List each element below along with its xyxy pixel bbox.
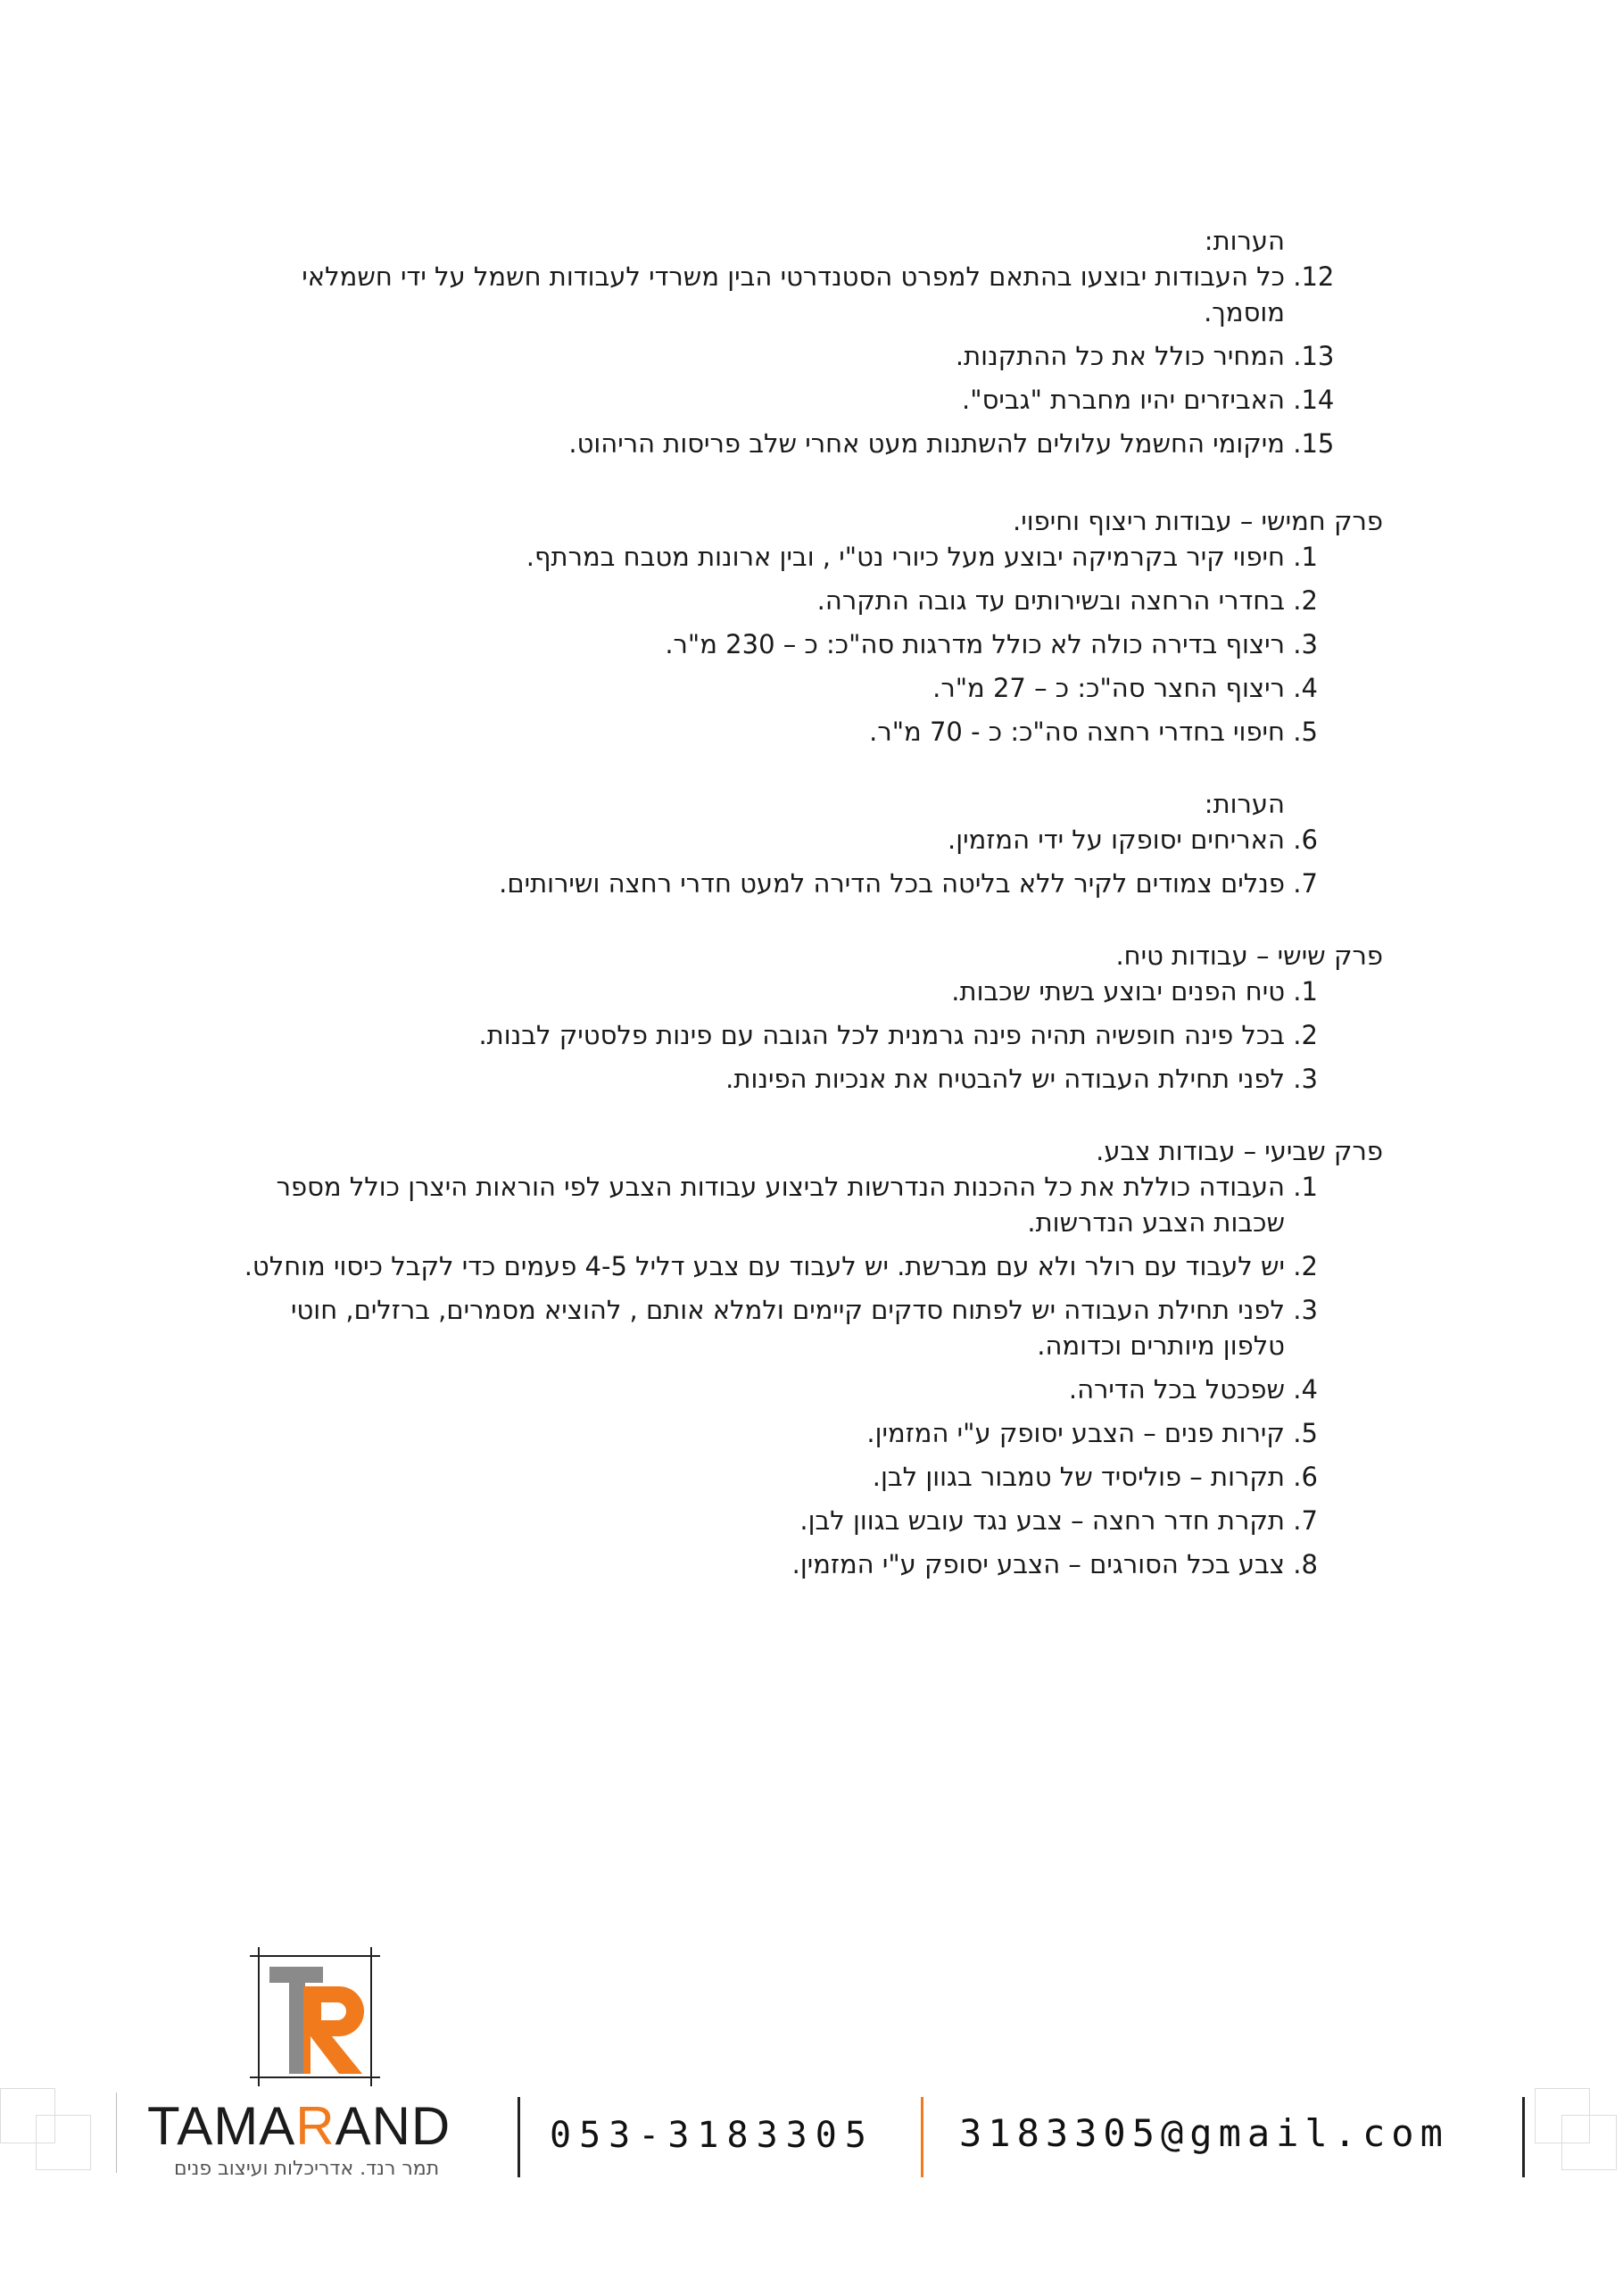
section-7-item: 2. יש לעבוד עם רולר ולא עם מברשת. יש לעבוד עם צבע דליל 4-5 פעמים כדי לקבל כיסוי מוחלט. xyxy=(241,1248,1285,1284)
section-6-list xyxy=(241,974,1383,1097)
section-7-item: 4. שפכטל בכל הדירה. xyxy=(241,1372,1285,1407)
notes-list xyxy=(241,259,1383,461)
section-7-item: 5. קירות פנים – הצבע יסופק ע"י המזמין. xyxy=(241,1415,1285,1451)
section-6-item: 3. לפני תחילת העבודה יש להבטיח את אנכיות הפינות. xyxy=(241,1061,1285,1097)
section-5-notes-heading: הערות: xyxy=(1204,789,1285,819)
section-6-heading: פרק שישי – עבודות טיח. xyxy=(1115,941,1383,971)
section-7-item: 8. צבע בכל הסורגים – הצבע יסופק ע"י המזמין. xyxy=(241,1546,1285,1582)
section-7-heading: פרק שביעי – עבודות צבע. xyxy=(1096,1136,1383,1166)
section-7-item: 3. לפני תחילת העבודה יש לפתוח סדקים קיימים ולמלא אותם , להוציא מסמרים, ברזלים, חוטי טלפון מיותרים וכדומה. xyxy=(241,1292,1285,1364)
note-item: 13. המחיר כולל את כל ההתקנות. xyxy=(241,338,1285,374)
section-5-item: 3. ריצוף בדירה כולה לא כולל מדרגות סה"כ: כ – 230 מ"ר. xyxy=(241,626,1285,662)
section-5-heading: פרק חמישי – עבודות ריצוף וחיפוי. xyxy=(1013,506,1383,536)
section-6-item: 1. טיח הפנים יבוצע בשתי שכבות. xyxy=(241,974,1285,1009)
section-7-list xyxy=(241,1169,1383,1582)
tr-monogram-icon xyxy=(248,1945,382,2088)
brand-tagline: תמר רנד. אדריכלות ועיצוב פנים xyxy=(174,2158,440,2180)
section-5-item: 5. חיפוי בחדרי רחצה סה"כ: כ - 70 מ"ר. xyxy=(241,714,1285,750)
section-5-item: 1. חיפוי קיר בקרמיקה יבוצע מעל כיורי נט"י , ובין ארונות מטבח במרתף. xyxy=(241,539,1285,575)
section-5-item: 4. ריצוף החצר סה"כ: כ – 27 מ"ר. xyxy=(241,670,1285,706)
email-address: 3183305@gmail.com xyxy=(959,2111,1449,2155)
notes-heading: הערות: xyxy=(1204,226,1285,256)
section-7-item: 6. תקרות – פוליסיד של טמבור בגוון לבן. xyxy=(241,1459,1285,1495)
section-5-note-item: 6. האריחים יסופקו על ידי המזמין. xyxy=(241,822,1285,858)
document-body xyxy=(241,223,1383,1590)
note-item: 12. כל העבודות יבוצעו בהתאם למפרט הסטנדרטי הבין משרדי לעבודות חשמל על ידי חשמלאי מוסמך. xyxy=(241,259,1285,330)
section-7-item: 7. תקרת חדר רחצה – צבע נגד עובש בגוון לבן. xyxy=(241,1503,1285,1538)
section-5-notes-list xyxy=(241,822,1383,901)
phone-number: 053-3183305 xyxy=(550,2115,874,2156)
note-item: 14. האביזרים יהיו מחברת "גביס". xyxy=(241,382,1285,418)
section-5-item: 2. בחדרי הרחצה ובשירותים עד גובה התקרה. xyxy=(241,583,1285,618)
brand-wordmark: TAMARAND xyxy=(147,2096,451,2156)
section-7-item: 1. העבודה כוללת את כל ההכנות הנדרשות לביצוע עבודות הצבע לפי הוראות היצרן כולל מספר שכבות הצבע הנדרשות. xyxy=(241,1169,1285,1240)
section-6-item: 2. בכל פינה חופשיה תהיה פינה גרמנית לכל הגובה עם פינות פלסטיק לבנות. xyxy=(241,1017,1285,1053)
section-5-note-item: 7. פנלים צמודים לקיר ללא בליטה בכל הדירה למעט חדרי רחצה ושירותים. xyxy=(241,866,1285,901)
note-item: 15. מיקומי החשמל עלולים להשתנות מעט אחרי שלב פריסות הריהוט. xyxy=(241,426,1285,461)
section-5-list xyxy=(241,539,1383,750)
